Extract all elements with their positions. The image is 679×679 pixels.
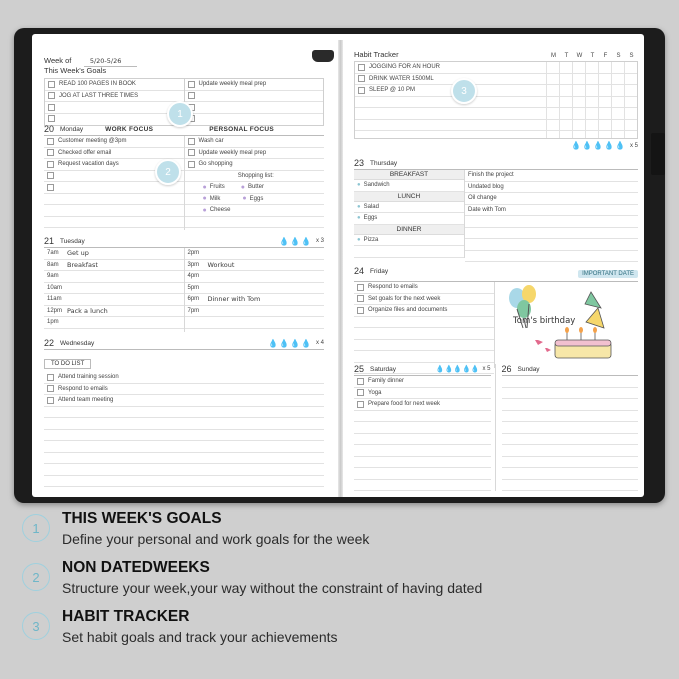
shopping-item: Butter [247, 184, 264, 191]
checkbox-icon[interactable] [188, 81, 195, 88]
sunday-item[interactable] [502, 434, 639, 446]
meal-label: Salad [363, 203, 379, 210]
checkbox-icon[interactable] [188, 138, 195, 145]
tuesday-water-count: x 3 [315, 238, 324, 244]
sunday-item[interactable] [502, 445, 639, 457]
hour-label: 7am [47, 250, 59, 257]
callout-marker-2: 2 [155, 159, 181, 185]
todo-item[interactable] [44, 418, 324, 430]
friday-day: Friday [370, 267, 389, 275]
saturday-label: Yoga [368, 389, 382, 396]
goal-label: READ 100 PAGES IN BOOK [59, 81, 136, 88]
goal-item[interactable] [185, 114, 324, 125]
sunday-item[interactable] [502, 411, 639, 423]
habit-tracker-title: Habit Tracker [354, 50, 399, 59]
birthday-note: Tom's birthday [513, 316, 576, 326]
task-label: Oil change [468, 195, 497, 202]
checkbox-icon[interactable] [48, 92, 55, 99]
personal-item[interactable] [185, 136, 325, 148]
monday-date: 20 [44, 124, 55, 134]
legend-text: Structure your week,your way without the constraint of having dated [62, 580, 483, 596]
shopping-list-title: Shopping list: [185, 171, 325, 183]
todo-label: Attend training session [58, 374, 119, 381]
wednesday-date: 22 [44, 338, 55, 348]
todo-item[interactable] [44, 476, 324, 488]
checkbox-icon[interactable] [47, 184, 54, 191]
work-item-label: Customer meeting @3pm [58, 138, 127, 145]
legend-item-3 [22, 608, 662, 646]
work-item[interactable] [44, 194, 184, 206]
legend-item-1 [22, 510, 662, 548]
thursday-date: 23 [354, 158, 365, 168]
sunday-item[interactable] [502, 480, 639, 492]
goal-label: Update weekly meal prep [198, 81, 267, 88]
friday-item[interactable] [354, 305, 494, 317]
meal-item[interactable] [354, 180, 464, 192]
water-drop-icons: 💧💧💧💧 [268, 338, 312, 348]
task-label: Finish the project [468, 172, 514, 179]
habit-water-count: x 5 [629, 142, 638, 149]
habit-dot-grid [546, 63, 637, 95]
thursday-task[interactable] [465, 228, 638, 240]
hour-entry: Dinner with Tom [207, 295, 261, 304]
bullet-icon: ● [357, 215, 361, 222]
bullet-icon: ● [357, 203, 361, 210]
habit-day: S [629, 53, 634, 59]
pen-clip [312, 50, 334, 62]
goal-item[interactable] [185, 91, 324, 103]
hour-label: 8am [47, 261, 59, 268]
breakfast-header: BREAKFAST [354, 170, 464, 180]
saturday-item[interactable] [354, 480, 491, 492]
task-label: Date with Tom [468, 206, 506, 213]
sunday-item[interactable] [502, 468, 639, 480]
meal-item[interactable] [354, 202, 464, 214]
important-date-badge: IMPORTANT DATE [578, 270, 638, 278]
hour-label: 2pm [187, 250, 200, 257]
hour-row[interactable] [44, 306, 184, 318]
legend-list [22, 510, 662, 657]
goal-item[interactable] [45, 102, 184, 114]
thursday-task[interactable] [465, 193, 638, 205]
checkbox-icon[interactable] [47, 374, 54, 381]
personal-item[interactable] [185, 148, 325, 160]
sunday-item[interactable] [502, 376, 639, 388]
legend-number: 3 [22, 612, 50, 640]
work-item[interactable] [44, 205, 184, 217]
hour-label: 9am [47, 273, 59, 280]
legend-title: HABIT TRACKER [62, 608, 190, 625]
habit-label: DRINK WATER 1500ML [369, 75, 434, 82]
bullet-icon: ● [240, 183, 245, 191]
hour-row[interactable] [44, 248, 184, 260]
week-of-label: Week of [44, 56, 72, 65]
checkbox-icon[interactable] [48, 81, 55, 88]
habit-tracker-section [354, 50, 638, 150]
hour-row[interactable] [44, 283, 184, 295]
checkbox-icon[interactable] [358, 64, 365, 71]
hour-label: 4pm [187, 273, 200, 280]
sunday-day: Sunday [517, 365, 540, 373]
hour-label: 5pm [187, 284, 200, 291]
monday-section [44, 124, 324, 230]
checkbox-icon[interactable] [188, 149, 195, 156]
tuesday-day: Tuesday [60, 237, 85, 245]
checkbox-icon[interactable] [358, 75, 365, 82]
checkbox-icon[interactable] [47, 138, 54, 145]
friday-label: Organize files and documents [368, 307, 448, 314]
hour-entry: Workout [207, 260, 235, 269]
legend-item-2 [22, 559, 662, 597]
checkbox-icon[interactable] [47, 397, 54, 404]
hour-label: 3pm [187, 261, 200, 268]
work-item[interactable] [44, 217, 184, 229]
thursday-day: Thursday [370, 159, 398, 167]
legend-title: THIS WEEK'S GOALS [62, 510, 222, 527]
habit-day: M [551, 53, 556, 59]
goal-item[interactable] [45, 91, 184, 103]
hour-label: 10am [47, 284, 63, 291]
hour-label: 12pm [47, 307, 63, 314]
shopping-row [185, 217, 325, 229]
hour-label: 11am [47, 296, 62, 303]
work-item-label: Request vacation days [58, 161, 119, 168]
wednesday-water-count: x 4 [315, 340, 324, 346]
habit-day: F [603, 53, 608, 59]
todo-item[interactable] [44, 384, 324, 396]
saturday-item[interactable] [354, 388, 491, 400]
lunch-header: LUNCH [354, 192, 464, 202]
checkbox-icon[interactable] [357, 389, 364, 396]
thursday-task[interactable] [465, 251, 638, 263]
checkbox-icon[interactable] [188, 92, 195, 99]
thursday-task[interactable] [465, 205, 638, 217]
bullet-icon: ● [202, 206, 207, 214]
sunday-item[interactable] [502, 388, 639, 400]
planner-pages [32, 34, 644, 497]
legend-text: Set habit goals and track your achievements [62, 629, 338, 645]
personal-focus-title: PERSONAL FOCUS [209, 125, 275, 133]
bullet-icon: ● [242, 195, 247, 203]
goal-item[interactable] [185, 79, 324, 91]
meal-label: Pizza [363, 236, 379, 243]
checkbox-icon[interactable] [47, 161, 54, 168]
goal-label: JOG AT LAST THREE TIMES [59, 92, 139, 99]
work-item[interactable] [44, 136, 184, 148]
habit-day: T [564, 53, 569, 59]
bullet-icon: ● [357, 182, 361, 189]
friday-item[interactable] [354, 340, 494, 352]
personal-item-label: Wash car [198, 138, 224, 145]
meal-label: Eggs [363, 215, 378, 222]
work-focus-title: WORK FOCUS [105, 125, 154, 133]
shopping-row [185, 182, 325, 194]
sunday-item[interactable] [502, 399, 639, 411]
checkbox-icon[interactable] [357, 401, 364, 408]
weekend-section [354, 364, 638, 491]
shopping-row [185, 194, 325, 206]
thursday-task[interactable] [465, 216, 638, 228]
goal-item[interactable] [185, 102, 324, 114]
todo-item[interactable] [44, 372, 324, 384]
thursday-task[interactable] [465, 239, 638, 251]
checkbox-icon[interactable] [47, 149, 54, 156]
shopping-item: Milk [209, 195, 221, 202]
wednesday-day: Wednesday [60, 339, 95, 347]
friday-section [354, 262, 638, 368]
saturday-item[interactable] [354, 376, 491, 388]
friday-date: 24 [354, 266, 365, 276]
checkbox-icon[interactable] [357, 307, 364, 314]
thursday-section [354, 158, 638, 258]
hour-label: 7pm [187, 307, 200, 314]
hour-row[interactable] [44, 294, 184, 306]
water-drop-icons: 💧💧💧💧💧 [435, 366, 480, 373]
hour-row[interactable] [185, 271, 325, 283]
bullet-icon: ● [202, 183, 207, 191]
hour-label: 1pm [47, 319, 59, 326]
hour-row[interactable] [44, 317, 184, 329]
habit-label: SLEEP @ 10 PM [369, 87, 416, 94]
goal-item[interactable] [45, 79, 184, 91]
friday-item[interactable] [354, 328, 494, 340]
saturday-day: Saturday [370, 365, 397, 373]
thursday-task[interactable] [465, 182, 638, 194]
tuesday-section [44, 236, 324, 332]
saturday-label: Prepare food for next week [368, 401, 441, 408]
saturday-date: 25 [354, 364, 365, 374]
saturday-item[interactable] [354, 422, 491, 434]
personal-item-label: Update weekly meal prep [198, 149, 267, 156]
saturday-item[interactable] [354, 434, 491, 446]
water-drop-icons: 💧💧💧💧💧 [571, 141, 626, 150]
checkbox-icon[interactable] [357, 295, 364, 302]
shopping-item: Cheese [209, 207, 231, 214]
hour-row[interactable] [185, 248, 325, 260]
saturday-label: Family dinner [368, 378, 405, 385]
page-spine [338, 40, 343, 497]
friday-item[interactable] [354, 294, 494, 306]
right-page [346, 40, 644, 497]
legend-title: NON DATEDWEEKS [62, 559, 210, 576]
friday-item[interactable] [354, 282, 494, 294]
bullet-icon: ● [357, 236, 361, 243]
friday-item[interactable] [354, 351, 494, 363]
todo-item[interactable] [44, 453, 324, 465]
friday-label: Set goals for the next week [368, 295, 441, 302]
water-drop-icons: 💧💧💧 [279, 236, 312, 246]
shopping-row [185, 205, 325, 217]
work-item-label: Checked offer email [58, 149, 112, 156]
legend-number: 1 [22, 514, 50, 542]
hour-row[interactable] [185, 317, 325, 329]
meal-item[interactable] [354, 213, 464, 225]
todo-item[interactable] [44, 441, 324, 453]
sunday-item[interactable] [502, 422, 639, 434]
saturday-item[interactable] [354, 399, 491, 411]
hour-row[interactable] [185, 283, 325, 295]
personal-item-label: Go shopping [198, 161, 233, 168]
callout-marker-3: 3 [451, 78, 477, 104]
bullet-icon: ● [202, 195, 207, 203]
hour-entry: Get up [67, 249, 89, 258]
task-label: Undated blog [468, 183, 504, 190]
sunday-item[interactable] [502, 457, 639, 469]
habit-day-headers [547, 53, 638, 59]
checkbox-icon[interactable] [357, 284, 364, 291]
todo-item[interactable] [44, 430, 324, 442]
habit-day: S [616, 53, 621, 59]
tuesday-date: 21 [44, 236, 55, 246]
todo-label: Attend team meeting [58, 397, 114, 404]
checkbox-icon[interactable] [48, 104, 55, 111]
habit-day: T [590, 53, 595, 59]
sunday-date: 26 [501, 364, 512, 374]
thursday-task[interactable] [465, 170, 638, 182]
todo-list-title: TO DO LIST [44, 359, 91, 369]
wednesday-section [44, 338, 324, 497]
goals-title: This Week's Goals [44, 66, 107, 75]
checkbox-icon[interactable] [188, 161, 195, 168]
checkbox-icon[interactable] [48, 115, 55, 122]
week-of-value[interactable]: 5/20-5/26 [84, 57, 138, 67]
birthday-doodle [495, 282, 638, 368]
hour-row[interactable] [185, 306, 325, 318]
saturday-item[interactable] [354, 445, 491, 457]
hour-row[interactable] [44, 271, 184, 283]
hour-row[interactable] [185, 294, 325, 306]
todo-item[interactable] [44, 464, 324, 476]
personal-item[interactable] [185, 159, 325, 171]
friday-item[interactable] [354, 317, 494, 329]
hour-entry: Pack a lunch [67, 306, 108, 315]
hour-label: 6pm [187, 296, 200, 303]
todo-label: Respond to emails [58, 385, 108, 392]
monday-day: Monday [60, 125, 84, 133]
hour-entry: Breakfast [67, 260, 98, 269]
todo-item[interactable] [44, 487, 324, 497]
habit-label: JOGGING FOR AN HOUR [369, 64, 441, 71]
todo-item[interactable] [44, 407, 324, 419]
shopping-item: Fruits [209, 184, 225, 191]
saturday-water-count: x 5 [482, 366, 491, 372]
saturday-item[interactable] [354, 468, 491, 480]
planner-book [14, 28, 665, 503]
checkbox-icon[interactable] [357, 378, 364, 385]
saturday-item[interactable] [354, 457, 491, 469]
meal-label: Sandwich [363, 182, 390, 189]
checkbox-icon[interactable] [47, 172, 54, 179]
callout-marker-1: 1 [167, 101, 193, 127]
saturday-item[interactable] [354, 411, 491, 423]
dinner-header: DINNER [354, 225, 464, 235]
work-item[interactable] [44, 148, 184, 160]
elastic-band [651, 133, 665, 175]
friday-label: Respond to emails [368, 284, 418, 291]
meal-item[interactable] [354, 246, 464, 258]
shopping-item: Eggs [249, 195, 264, 202]
meal-item[interactable] [354, 235, 464, 247]
todo-item[interactable] [44, 395, 324, 407]
legend-text: Define your personal and work goals for the week [62, 531, 370, 547]
legend-number: 2 [22, 563, 50, 591]
goal-item[interactable] [45, 114, 184, 125]
checkbox-icon[interactable] [47, 385, 54, 392]
habit-day: W [576, 53, 583, 59]
hour-row[interactable] [185, 260, 325, 272]
hour-row[interactable] [44, 260, 184, 272]
checkbox-icon[interactable] [358, 87, 365, 94]
